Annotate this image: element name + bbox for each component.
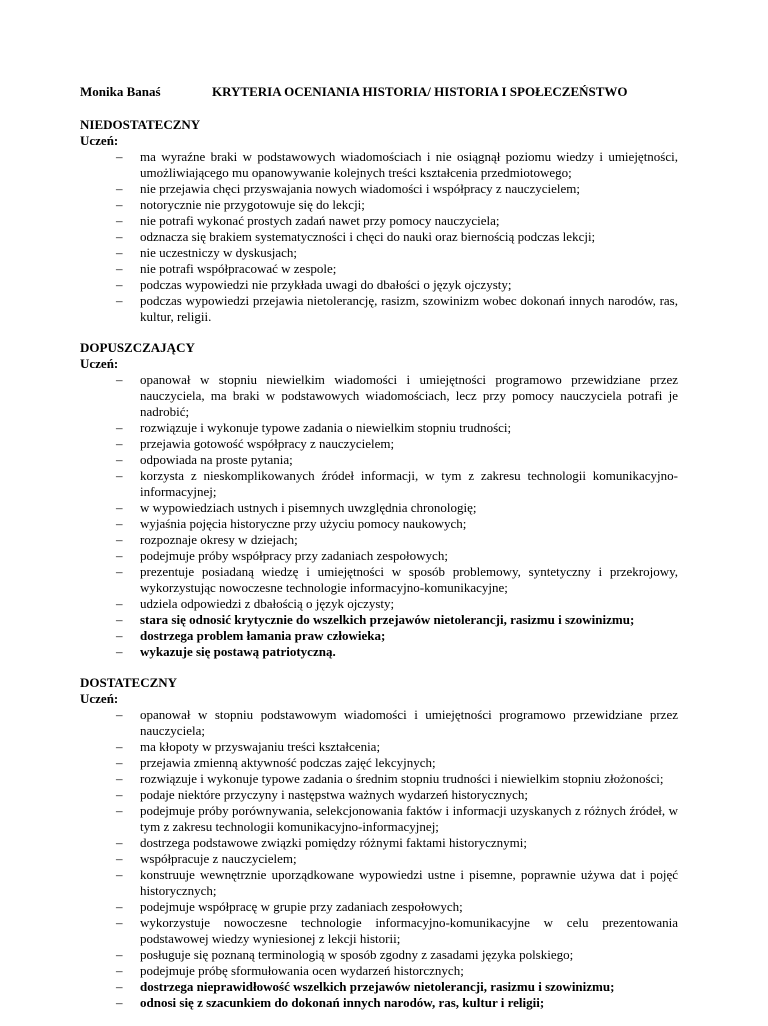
criterion-item bbox=[80, 867, 678, 899]
criterion-text: notorycznie nie przygotowuje się do lekcji; bbox=[140, 197, 365, 212]
criterion-item bbox=[80, 436, 678, 452]
criterion-item bbox=[80, 532, 678, 548]
dash-bullet: – bbox=[116, 149, 123, 164]
criterion-text: rozwiązuje i wykonuje typowe zadania o niewielkim stopniu trudności; bbox=[140, 420, 512, 435]
criterion-item bbox=[80, 644, 678, 660]
criterion-text: podejmuje współpracę w grupie przy zadaniach zespołowych; bbox=[140, 899, 463, 914]
dash-bullet: – bbox=[116, 947, 123, 962]
criterion-item bbox=[80, 181, 678, 197]
criterion-item bbox=[80, 915, 678, 947]
criterion-text: rozwiązuje i wykonuje typowe zadania o średnim stopniu trudności i niewielkim stopniu złożoności; bbox=[140, 771, 664, 786]
criterion-text: podejmuje próby porównywania, selekcjonowania faktów i informacji uzyskanych z różnych źródeł, w tym z zakresu technologii komunikacyjno-informacyjnej; bbox=[140, 803, 678, 834]
criterion-text: podczas wypowiedzi nie przykłada uwagi do dbałości o język ojczysty; bbox=[140, 277, 512, 292]
criterion-text: korzysta z nieskomplikowanych źródeł informacji, w tym z zakresu technologii komunikacyjno-informacyjnej; bbox=[140, 468, 678, 499]
criterion-text: ma kłopoty w przyswajaniu treści kształcenia; bbox=[140, 739, 381, 754]
document-page bbox=[80, 84, 678, 1026]
criterion-text: stara się odnosić krytycznie do wszelkich przejawów nietolerancji, rasizmu i szowinizmu; bbox=[140, 612, 635, 627]
criterion-item bbox=[80, 803, 678, 835]
criterion-text: wykazuje się postawą patriotyczną. bbox=[140, 644, 336, 659]
dash-bullet: – bbox=[116, 707, 123, 722]
dash-bullet: – bbox=[116, 532, 123, 547]
criterion-item bbox=[80, 771, 678, 787]
dash-bullet: – bbox=[116, 628, 123, 643]
criterion-text: odpowiada na proste pytania; bbox=[140, 452, 293, 467]
dash-bullet: – bbox=[116, 245, 123, 260]
document-header bbox=[80, 84, 678, 100]
dash-bullet: – bbox=[116, 963, 123, 978]
criterion-text: dostrzega nieprawidłowość wszelkich przejawów nietolerancji, rasizmu i szowinizmu; bbox=[140, 979, 615, 994]
criterion-item bbox=[80, 516, 678, 532]
grade-title: DOSTATECZNY bbox=[80, 675, 178, 690]
dash-bullet: – bbox=[116, 787, 123, 802]
criterion-text: wykorzystuje nowoczesne technologie informacyjno-komunikacyjne w celu prezentowania podstawowej wiedzy wyniesionej z lekcji historii; bbox=[140, 915, 678, 946]
criterion-item bbox=[80, 835, 678, 851]
criteria-list bbox=[80, 707, 678, 1011]
grade-section bbox=[80, 340, 678, 660]
criterion-item bbox=[80, 197, 678, 213]
dash-bullet: – bbox=[116, 516, 123, 531]
dash-bullet: – bbox=[116, 229, 123, 244]
criterion-item bbox=[80, 452, 678, 468]
dash-bullet: – bbox=[116, 739, 123, 754]
criterion-item bbox=[80, 995, 678, 1011]
dash-bullet: – bbox=[116, 500, 123, 515]
dash-bullet: – bbox=[116, 644, 123, 659]
criterion-item bbox=[80, 548, 678, 564]
criterion-text: nie potrafi wykonać prostych zadań nawet przy pomocy nauczyciela; bbox=[140, 213, 500, 228]
criterion-text: w wypowiedziach ustnych i pisemnych uwzględnia chronologię; bbox=[140, 500, 477, 515]
criterion-item bbox=[80, 229, 678, 245]
criterion-text: podejmuje próby współpracy przy zadaniach zespołowych; bbox=[140, 548, 448, 563]
criterion-text: podczas wypowiedzi przejawia nietolerancję, rasizm, szowinizm wobec dokonań innych narodów, ras, kultur, religii. bbox=[140, 293, 678, 324]
criterion-text: nie potrafi współpracować w zespole; bbox=[140, 261, 337, 276]
grading-sections bbox=[80, 117, 678, 1011]
criterion-text: podaje niektóre przyczyny i następstwa ważnych wydarzeń historycznych; bbox=[140, 787, 529, 802]
criterion-text: dostrzega problem łamania praw człowieka; bbox=[140, 628, 386, 643]
criterion-item bbox=[80, 628, 678, 644]
grade-title: DOPUSZCZAJĄCY bbox=[80, 340, 195, 355]
dash-bullet: – bbox=[116, 181, 123, 196]
dash-bullet: – bbox=[116, 899, 123, 914]
dash-bullet: – bbox=[116, 452, 123, 467]
dash-bullet: – bbox=[116, 979, 123, 994]
dash-bullet: – bbox=[116, 835, 123, 850]
criterion-item bbox=[80, 787, 678, 803]
dash-bullet: – bbox=[116, 755, 123, 770]
criterion-item bbox=[80, 899, 678, 915]
criterion-item bbox=[80, 468, 678, 500]
criteria-list bbox=[80, 149, 678, 325]
dash-bullet: – bbox=[116, 261, 123, 276]
criterion-item bbox=[80, 707, 678, 739]
student-label: Uczeń: bbox=[80, 691, 119, 706]
criterion-item bbox=[80, 612, 678, 628]
document-title: KRYTERIA OCENIANIA HISTORIA/ HISTORIA I SPOŁECZEŃSTWO bbox=[212, 84, 628, 99]
criterion-text: opanował w stopniu podstawowym wiadomości i umiejętności programowo przewidziane przez nauczyciela; bbox=[140, 707, 678, 738]
criterion-text: prezentuje posiadaną wiedzę i umiejętności w sposób problemowy, syntetyczny i przekrojowy, wykorzystując nowoczesne technologie informacyjno-komunikacyjne; bbox=[140, 564, 678, 595]
criterion-item bbox=[80, 293, 678, 325]
dash-bullet: – bbox=[116, 612, 123, 627]
student-label: Uczeń: bbox=[80, 356, 119, 371]
criterion-item bbox=[80, 564, 678, 596]
criterion-item bbox=[80, 500, 678, 516]
criterion-text: konstruuje wewnętrznie uporządkowane wypowiedzi ustne i pisemne, poprawnie używa dat i pojęć historycznych; bbox=[140, 867, 678, 898]
dash-bullet: – bbox=[116, 213, 123, 228]
dash-bullet: – bbox=[116, 995, 123, 1010]
criterion-item bbox=[80, 261, 678, 277]
dash-bullet: – bbox=[116, 771, 123, 786]
dash-bullet: – bbox=[116, 596, 123, 611]
criterion-item bbox=[80, 755, 678, 771]
criterion-text: nie przejawia chęci przyswajania nowych wiadomości i współpracy z nauczycielem; bbox=[140, 181, 581, 196]
criterion-text: posługuje się poznaną terminologią w sposób zgodny z zasadami języka polskiego; bbox=[140, 947, 574, 962]
grade-section bbox=[80, 117, 678, 325]
criterion-item bbox=[80, 149, 678, 181]
criterion-text: wyjaśnia pojęcia historyczne przy użyciu pomocy naukowych; bbox=[140, 516, 467, 531]
criterion-text: dostrzega podstawowe związki pomiędzy różnymi faktami historycznymi; bbox=[140, 835, 527, 850]
dash-bullet: – bbox=[116, 867, 123, 882]
grade-title: NIEDOSTATECZNY bbox=[80, 117, 201, 132]
dash-bullet: – bbox=[116, 548, 123, 563]
criterion-item bbox=[80, 851, 678, 867]
dash-bullet: – bbox=[116, 915, 123, 930]
criterion-item bbox=[80, 420, 678, 436]
criterion-text: rozpoznaje okresy w dziejach; bbox=[140, 532, 298, 547]
dash-bullet: – bbox=[116, 372, 123, 387]
criterion-text: ma wyraźne braki w podstawowych wiadomościach i nie osiągnął poziomu wiedzy i umiejętności, umożliwiającego mu opanowywanie kolejnych treści kształcenia przedmiotowego; bbox=[140, 149, 678, 180]
criterion-item bbox=[80, 277, 678, 293]
criterion-item bbox=[80, 947, 678, 963]
dash-bullet: – bbox=[116, 293, 123, 308]
dash-bullet: – bbox=[116, 277, 123, 292]
criterion-text: odnosi się z szacunkiem do dokonań innych narodów, ras, kultur i religii; bbox=[140, 995, 545, 1010]
dash-bullet: – bbox=[116, 564, 123, 579]
criterion-text: odznacza się brakiem systematyczności i chęci do nauki oraz biernością podczas lekcji; bbox=[140, 229, 596, 244]
criterion-text: przejawia gotowość współpracy z nauczycielem; bbox=[140, 436, 395, 451]
criterion-item bbox=[80, 372, 678, 420]
dash-bullet: – bbox=[116, 851, 123, 866]
criterion-item bbox=[80, 596, 678, 612]
criterion-text: udziela odpowiedzi z dbałością o język ojczysty; bbox=[140, 596, 395, 611]
criterion-text: podejmuje próbę sformułowania ocen wydarzeń historcznych; bbox=[140, 963, 464, 978]
criterion-item bbox=[80, 739, 678, 755]
criterion-item bbox=[80, 245, 678, 261]
author-name: Monika Banaś bbox=[80, 84, 161, 99]
criterion-text: nie uczestniczy w dyskusjach; bbox=[140, 245, 298, 260]
criterion-item bbox=[80, 213, 678, 229]
dash-bullet: – bbox=[116, 803, 123, 818]
dash-bullet: – bbox=[116, 197, 123, 212]
dash-bullet: – bbox=[116, 436, 123, 451]
criteria-list bbox=[80, 372, 678, 660]
grade-section bbox=[80, 675, 678, 1011]
criterion-text: opanował w stopniu niewielkim wiadomości i umiejętności programowo przewidziane przez nauczyciela, ma braki w podstawowych wiadomościach, lecz przy pomocy nauczyciela potrafi je nadrobić; bbox=[140, 372, 678, 419]
dash-bullet: – bbox=[116, 420, 123, 435]
dash-bullet: – bbox=[116, 468, 123, 483]
student-label: Uczeń: bbox=[80, 133, 119, 148]
criterion-text: przejawia zmienną aktywność podczas zajęć lekcyjnych; bbox=[140, 755, 436, 770]
criterion-item bbox=[80, 963, 678, 979]
criterion-text: współpracuje z nauczycielem; bbox=[140, 851, 297, 866]
criterion-item bbox=[80, 979, 678, 995]
